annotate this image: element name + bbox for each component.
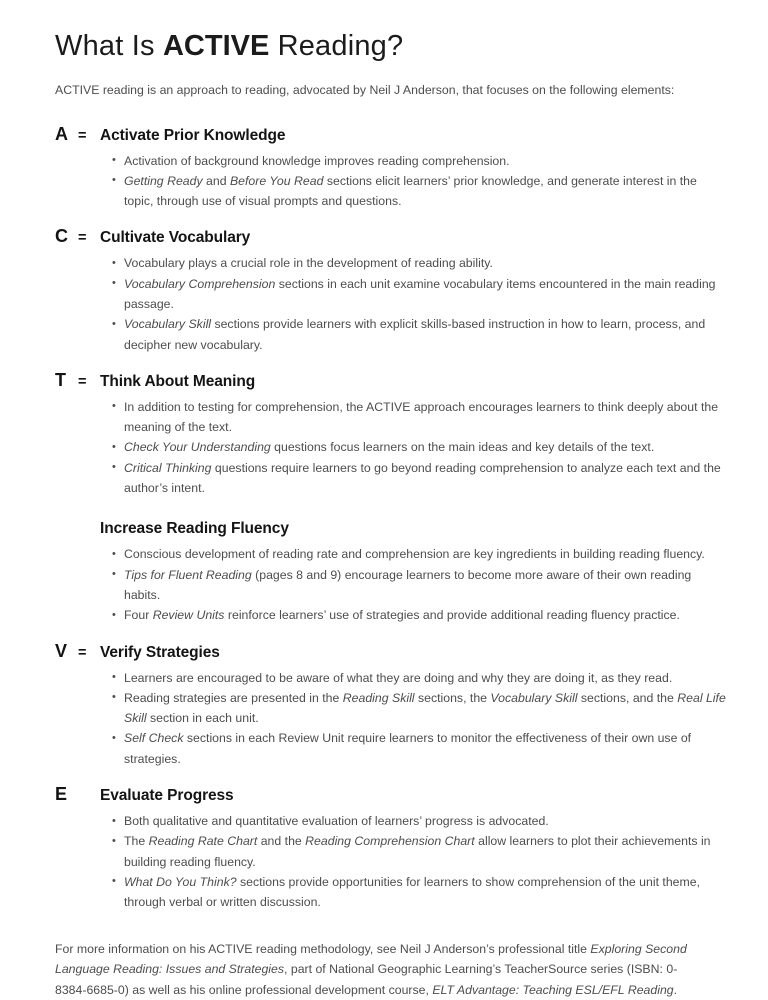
italic-term: Real Life Skill xyxy=(124,690,726,726)
bullet-item xyxy=(112,872,724,913)
italic-term: Self Check xyxy=(124,731,184,746)
italic-term: Reading Rate Chart xyxy=(148,834,258,849)
italic-term: Critical Thinking xyxy=(124,460,212,475)
section-a xyxy=(55,123,727,212)
section-equals-sign: = xyxy=(78,127,87,144)
text-run: . xyxy=(673,982,678,997)
section-increase-reading-fluency xyxy=(100,518,727,625)
text-run: sections in each Review Unit require learners to monitor the effectiveness of their own use of strategies. xyxy=(124,731,692,766)
page-title xyxy=(55,28,727,64)
text-run: and the xyxy=(257,834,306,849)
text-run: sections, the xyxy=(414,690,491,705)
section-title: Increase Reading Fluency xyxy=(100,520,289,538)
section-heading-row xyxy=(55,369,727,393)
bullet-item xyxy=(112,458,724,499)
bullet-item xyxy=(112,565,727,606)
text-run: Reading strategies are presented in the xyxy=(124,690,343,705)
italic-term: Vocabulary Skill xyxy=(490,690,578,705)
section-heading-row xyxy=(55,640,727,664)
section-heading-row xyxy=(55,225,727,249)
page-title-part1: What Is xyxy=(55,30,163,62)
section-title: Activate Prior Knowledge xyxy=(100,126,286,144)
section-letter-marker: C xyxy=(55,226,68,247)
text-run: Activation of background knowledge improves reading comprehension. xyxy=(124,153,510,168)
section-heading-row xyxy=(55,123,727,147)
bullet-item xyxy=(112,811,727,831)
bullet-item xyxy=(112,397,727,438)
bullet-list xyxy=(55,151,727,212)
section-c xyxy=(55,225,727,354)
text-run: sections provide opportunities for learners to show comprehension of the unit theme, through verbal or written discussion. xyxy=(124,874,701,910)
text-run: For more information on his ACTIVE reading methodology, see Neil J Anderson’s professional title xyxy=(55,941,591,956)
sections-container xyxy=(55,123,727,913)
text-run: The xyxy=(124,834,149,849)
bullet-item xyxy=(112,668,727,688)
bullet-item xyxy=(112,314,724,355)
section-heading-row xyxy=(55,783,727,807)
italic-term: ELT Advantage: Teaching ESL/EFL Reading xyxy=(432,982,674,997)
text-run: Vocabulary plays a crucial role in the development of reading ability. xyxy=(124,256,493,271)
italic-term: Reading Skill xyxy=(342,690,415,705)
italic-term: Exploring Second Language Reading: Issues and Strategies xyxy=(55,941,687,977)
text-run: allow learners to plot their achievements in building reading fluency. xyxy=(124,834,711,869)
text-run: Conscious development of reading rate and comprehension are key ingredients in building reading fluency. xyxy=(124,547,705,562)
bullet-item xyxy=(112,171,727,212)
section-e xyxy=(55,783,727,912)
text-run: reinforce learners’ use of strategies and provide additional reading fluency practice. xyxy=(224,608,680,623)
text-run: questions focus learners on the main ideas and key details of the text. xyxy=(270,440,655,455)
text-run: sections, and the xyxy=(577,690,678,705)
text-run: questions require learners to go beyond reading comprehension to analyze each text and the author’s intent. xyxy=(124,460,721,496)
italic-term: Vocabulary Skill xyxy=(124,317,212,332)
section-letter-marker: E xyxy=(55,784,68,805)
text-run: sections provide learners with explicit skills-based instruction in how to learn, process, and decipher new vocabulary. xyxy=(124,317,706,352)
italic-term: Review Units xyxy=(152,608,225,623)
section-title: Evaluate Progress xyxy=(100,787,234,805)
bullet-item xyxy=(112,728,724,769)
bullet-item xyxy=(112,831,727,872)
document-content xyxy=(55,28,727,1000)
bullet-item xyxy=(112,151,727,171)
bullet-list xyxy=(55,668,727,769)
page-title-emphasis: ACTIVE xyxy=(162,30,270,62)
text-run: Four xyxy=(124,608,153,623)
text-run: Learners are encouraged to be aware of what they are doing and why they are doing it, as they read. xyxy=(124,670,673,685)
page-title-part2: Reading? xyxy=(269,30,404,62)
section-equals-sign: = xyxy=(78,644,87,661)
section-title: Verify Strategies xyxy=(100,643,220,661)
italic-term: Getting Ready xyxy=(124,173,203,188)
text-run: section in each unit. xyxy=(146,711,259,726)
section-letter-marker: T xyxy=(55,369,66,390)
text-run: sections in each unit examine vocabulary items encountered in the main reading passage. xyxy=(124,276,716,311)
italic-term: Vocabulary Comprehension xyxy=(124,276,276,291)
section-equals-sign: = xyxy=(78,230,87,247)
text-run: , part of National Geographic Learning’s TeacherSource series (ISBN: 0-8384-6685-0) as well as his online professional development course, xyxy=(55,962,678,997)
text-run: (pages 8 and 9) encourage learners to become more aware of their own reading habits. xyxy=(124,567,692,602)
bullet-list xyxy=(55,253,727,354)
italic-term: Reading Comprehension Chart xyxy=(305,834,475,849)
section-equals-sign: = xyxy=(78,373,87,390)
bullet-item xyxy=(112,688,727,729)
bullet-list xyxy=(55,397,727,498)
bullet-item xyxy=(112,605,724,625)
section-title: Cultivate Vocabulary xyxy=(100,229,251,247)
italic-term: What Do You Think? xyxy=(124,874,237,889)
bullet-list xyxy=(100,544,727,625)
italic-term: Check Your Understanding xyxy=(124,440,271,455)
section-letter-marker: A xyxy=(55,123,68,144)
section-title: Think About Meaning xyxy=(100,372,256,390)
italic-term: Tips for Fluent Reading xyxy=(124,567,252,582)
section-v xyxy=(55,640,727,769)
bullet-item xyxy=(112,437,727,457)
outro-paragraph xyxy=(55,939,705,1000)
text-run: sections elicit learners’ prior knowledge, and generate interest in the topic, through use of visual prompts and questions. xyxy=(124,173,697,209)
text-run: and xyxy=(202,173,230,188)
bullet-item xyxy=(112,253,727,273)
bullet-list xyxy=(55,811,727,912)
section-t xyxy=(55,369,727,498)
text-run: Both qualitative and quantitative evaluation of learners’ progress is advocated. xyxy=(124,814,549,829)
intro-paragraph: ACTIVE reading is an approach to reading, advocated by Neil J Anderson, that focuses on the following elements: xyxy=(55,83,675,97)
section-letter-marker: V xyxy=(55,640,68,661)
italic-term: Before You Read xyxy=(229,173,324,188)
bullet-item xyxy=(112,544,727,564)
bullet-item xyxy=(112,274,727,315)
text-run: In addition to testing for comprehension, the ACTIVE approach encourages learners to think deeply about the meaning of the text. xyxy=(124,399,719,435)
